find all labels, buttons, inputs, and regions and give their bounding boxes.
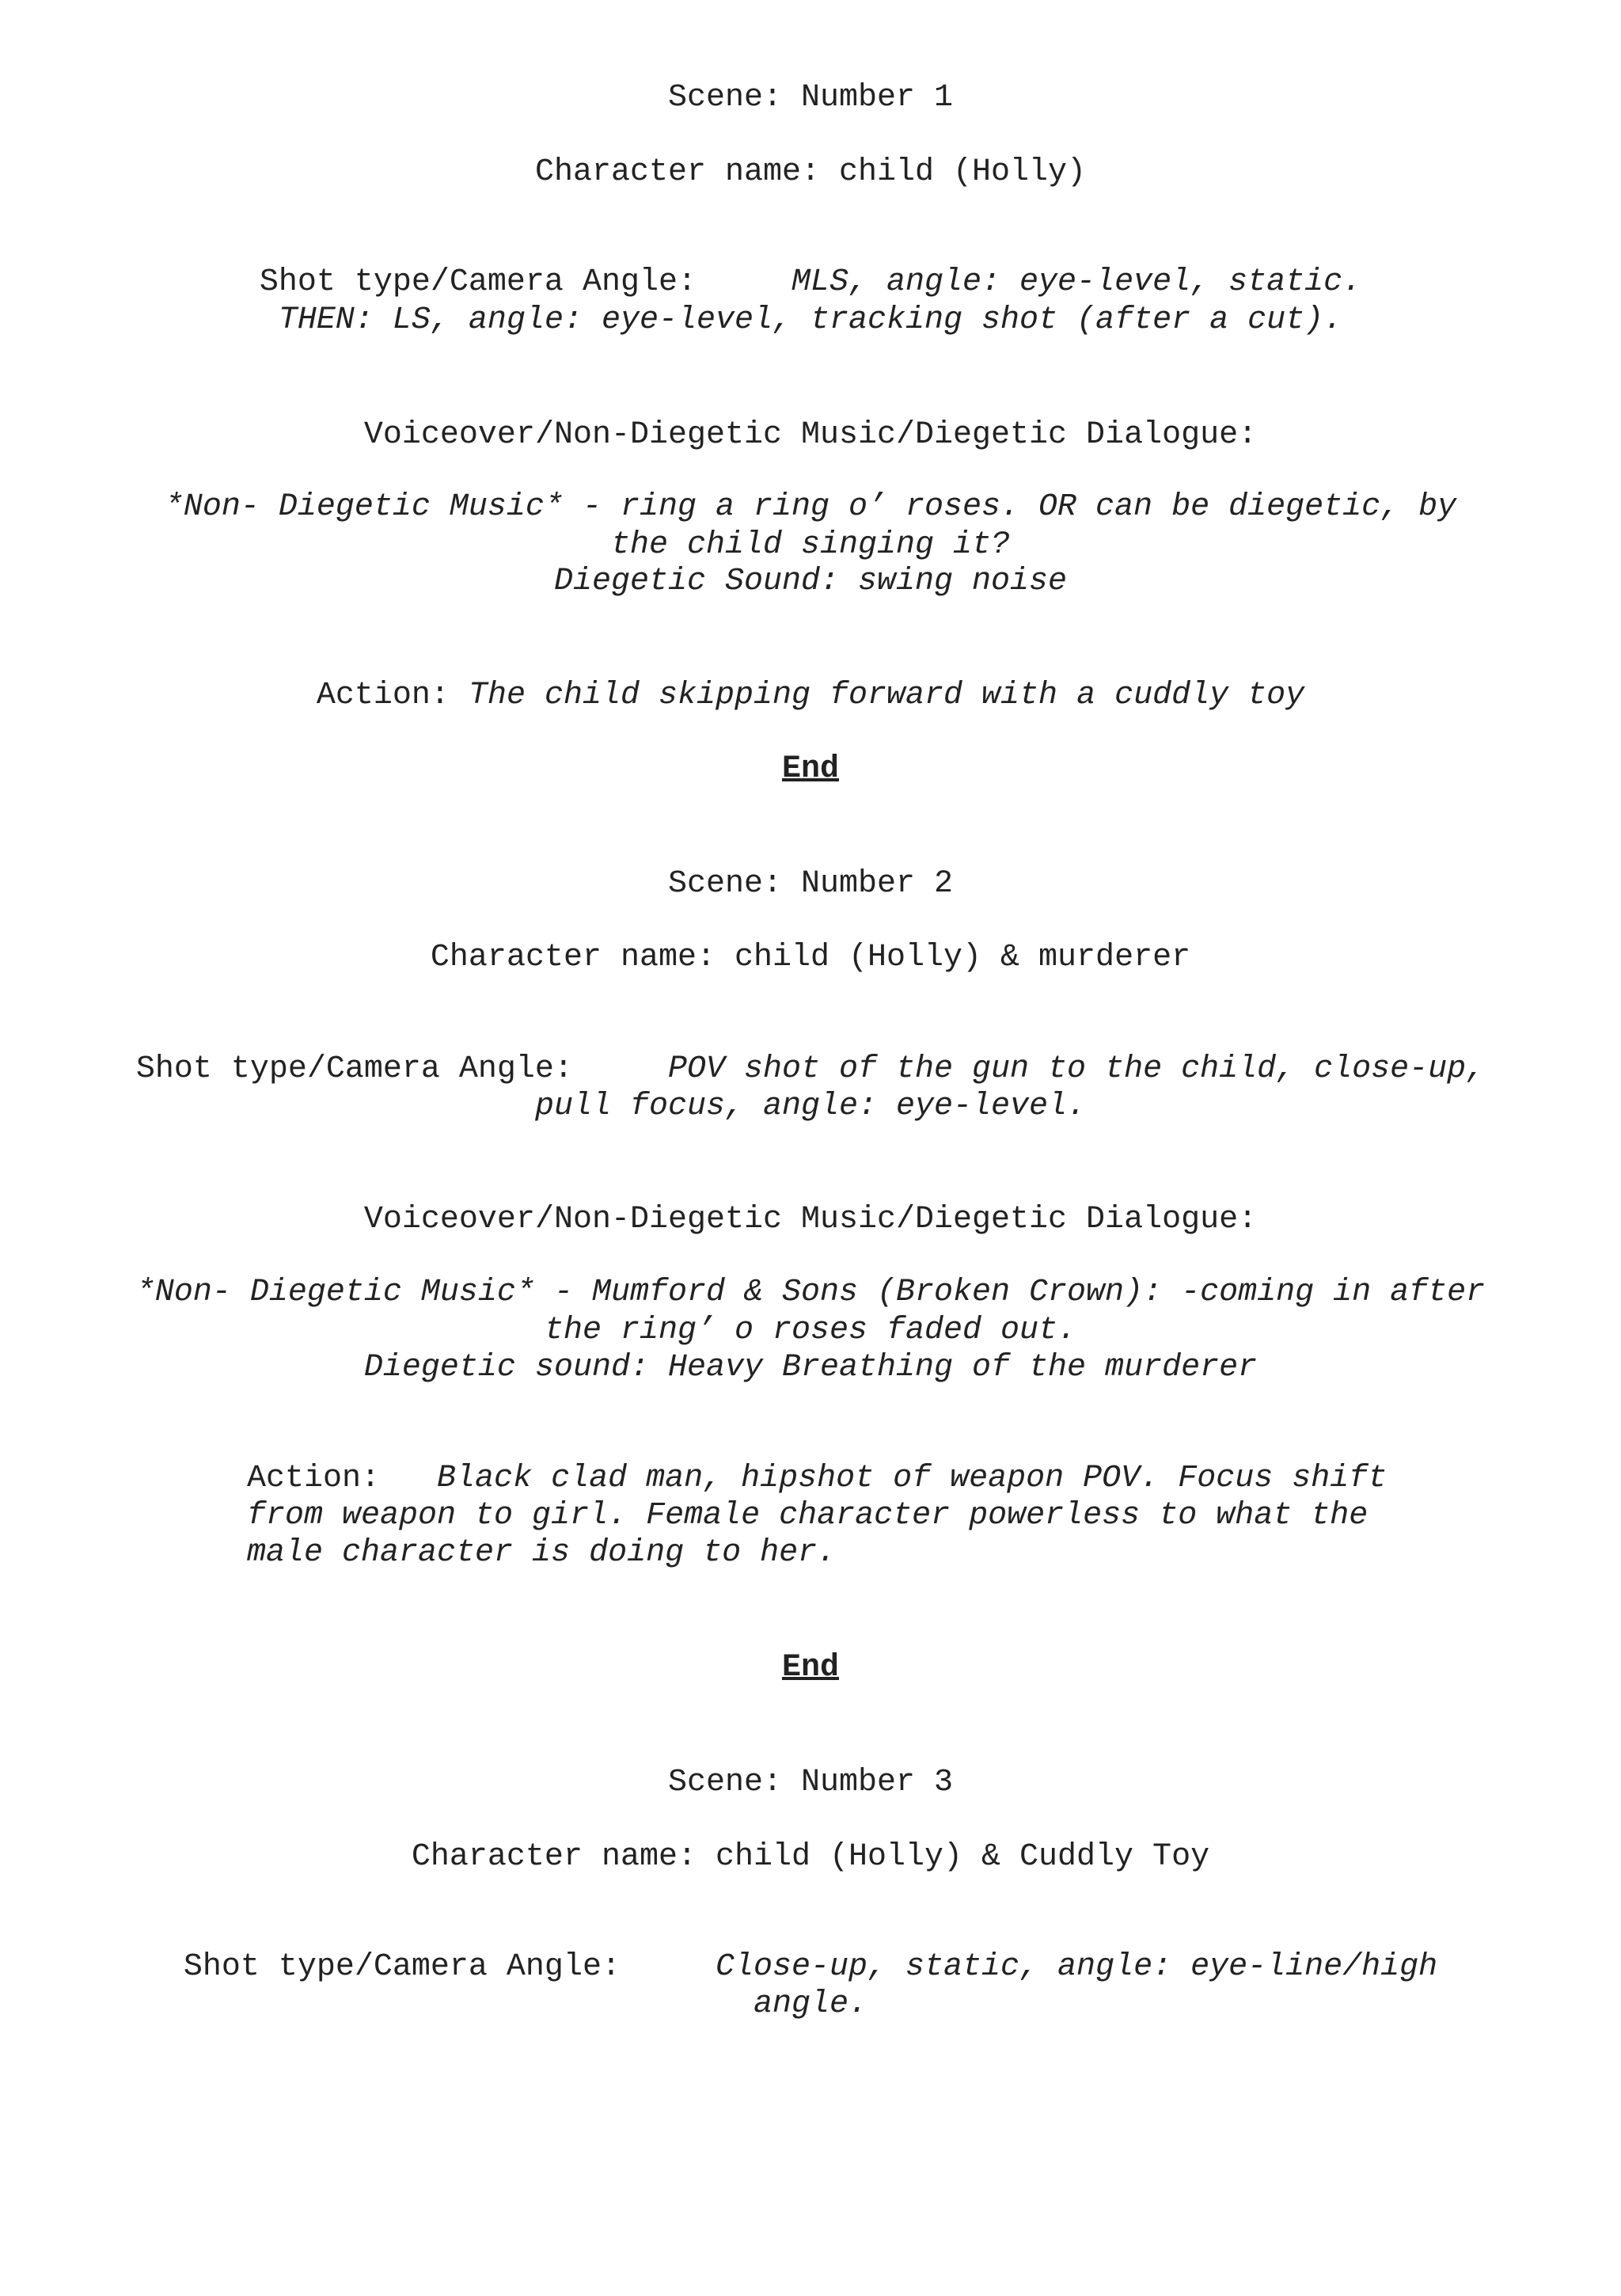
scene-2-action-label: Action: (247, 1461, 381, 1496)
scene-1-character: Character name: child (Holly) (534, 154, 1087, 190)
scene-1-action (0, 677, 1621, 715)
scene-2-action-line-3: male character is doing to her. (247, 1535, 837, 1571)
scene-1-heading: Scene: Number 1 (667, 80, 954, 116)
scene-2-action-line-1 (247, 1460, 1387, 1498)
scene-3-shot-value-2: angle. (753, 1986, 868, 2022)
scene-2-voiceover-line-1: *Non- Diegetic Music* - Mumford & Sons (Broken Crown): -coming in after (135, 1275, 1486, 1310)
scene-1-voiceover-line-2: the child singing it? (610, 527, 1011, 563)
scene-1-action-label: Action: (316, 678, 450, 713)
scene-2-character: Character name: child (Holly) & murderer (430, 940, 1191, 975)
scene-2-shot-line-1 (0, 1051, 1621, 1089)
scene-1-voiceover-line-3: Diegetic Sound: swing noise (553, 564, 1068, 599)
scene-2-shot-label: Shot type/Camera Angle: (135, 1051, 573, 1087)
scene-1-voiceover-label: Voiceover/Non-Diegetic Music/Diegetic Dialogue: (363, 417, 1258, 453)
scene-3-character: Character name: child (Holly) & Cuddly Toy (411, 1839, 1210, 1875)
scene-3-shot-label: Shot type/Camera Angle: (183, 1949, 621, 1985)
scene-1-end: End (781, 751, 839, 787)
scene-2-voiceover-line-3: Diegetic sound: Heavy Breathing of the murderer (363, 1350, 1258, 1386)
scene-1-shot-label: Shot type/Camera Angle: (259, 264, 697, 300)
scene-2-shot-value-1: POV shot of the gun to the child, close-up, (667, 1051, 1486, 1087)
scene-1-shot-value-2: THEN: LS, angle: eye-level, tracking shot (after a cut). (278, 302, 1343, 338)
scene-2-shot-value-2: pull focus, angle: eye-level. (534, 1089, 1087, 1124)
scene-2-end: End (781, 1650, 839, 1686)
scene-1-action-value: The child skipping forward with a cuddly toy (468, 678, 1305, 713)
scene-1-shot-value-1: MLS, angle: eye-level, static. (792, 264, 1362, 300)
scene-2-action-value-1: Black clad man, hipshot of weapon POV. Focus shift (437, 1461, 1388, 1496)
scene-2-voiceover-label: Voiceover/Non-Diegetic Music/Diegetic Dialogue: (363, 1202, 1258, 1237)
scene-2-heading: Scene: Number 2 (667, 866, 954, 902)
scene-3-heading: Scene: Number 3 (667, 1765, 954, 1800)
scene-1-voiceover-line-1: *Non- Diegetic Music* - ring a ring o’ roses. OR can be diegetic, by (164, 489, 1457, 525)
scene-2-voiceover-line-2: the ring’ o roses faded out. (544, 1313, 1077, 1348)
scene-3-shot-value-1: Close-up, static, angle: eye-line/high (715, 1949, 1438, 1985)
scene-2-action-line-2: from weapon to girl. Female character powerless to what the (247, 1498, 1369, 1534)
scene-3-shot-line-1 (0, 1948, 1621, 1986)
scene-1-shot-line-1 (0, 264, 1621, 302)
